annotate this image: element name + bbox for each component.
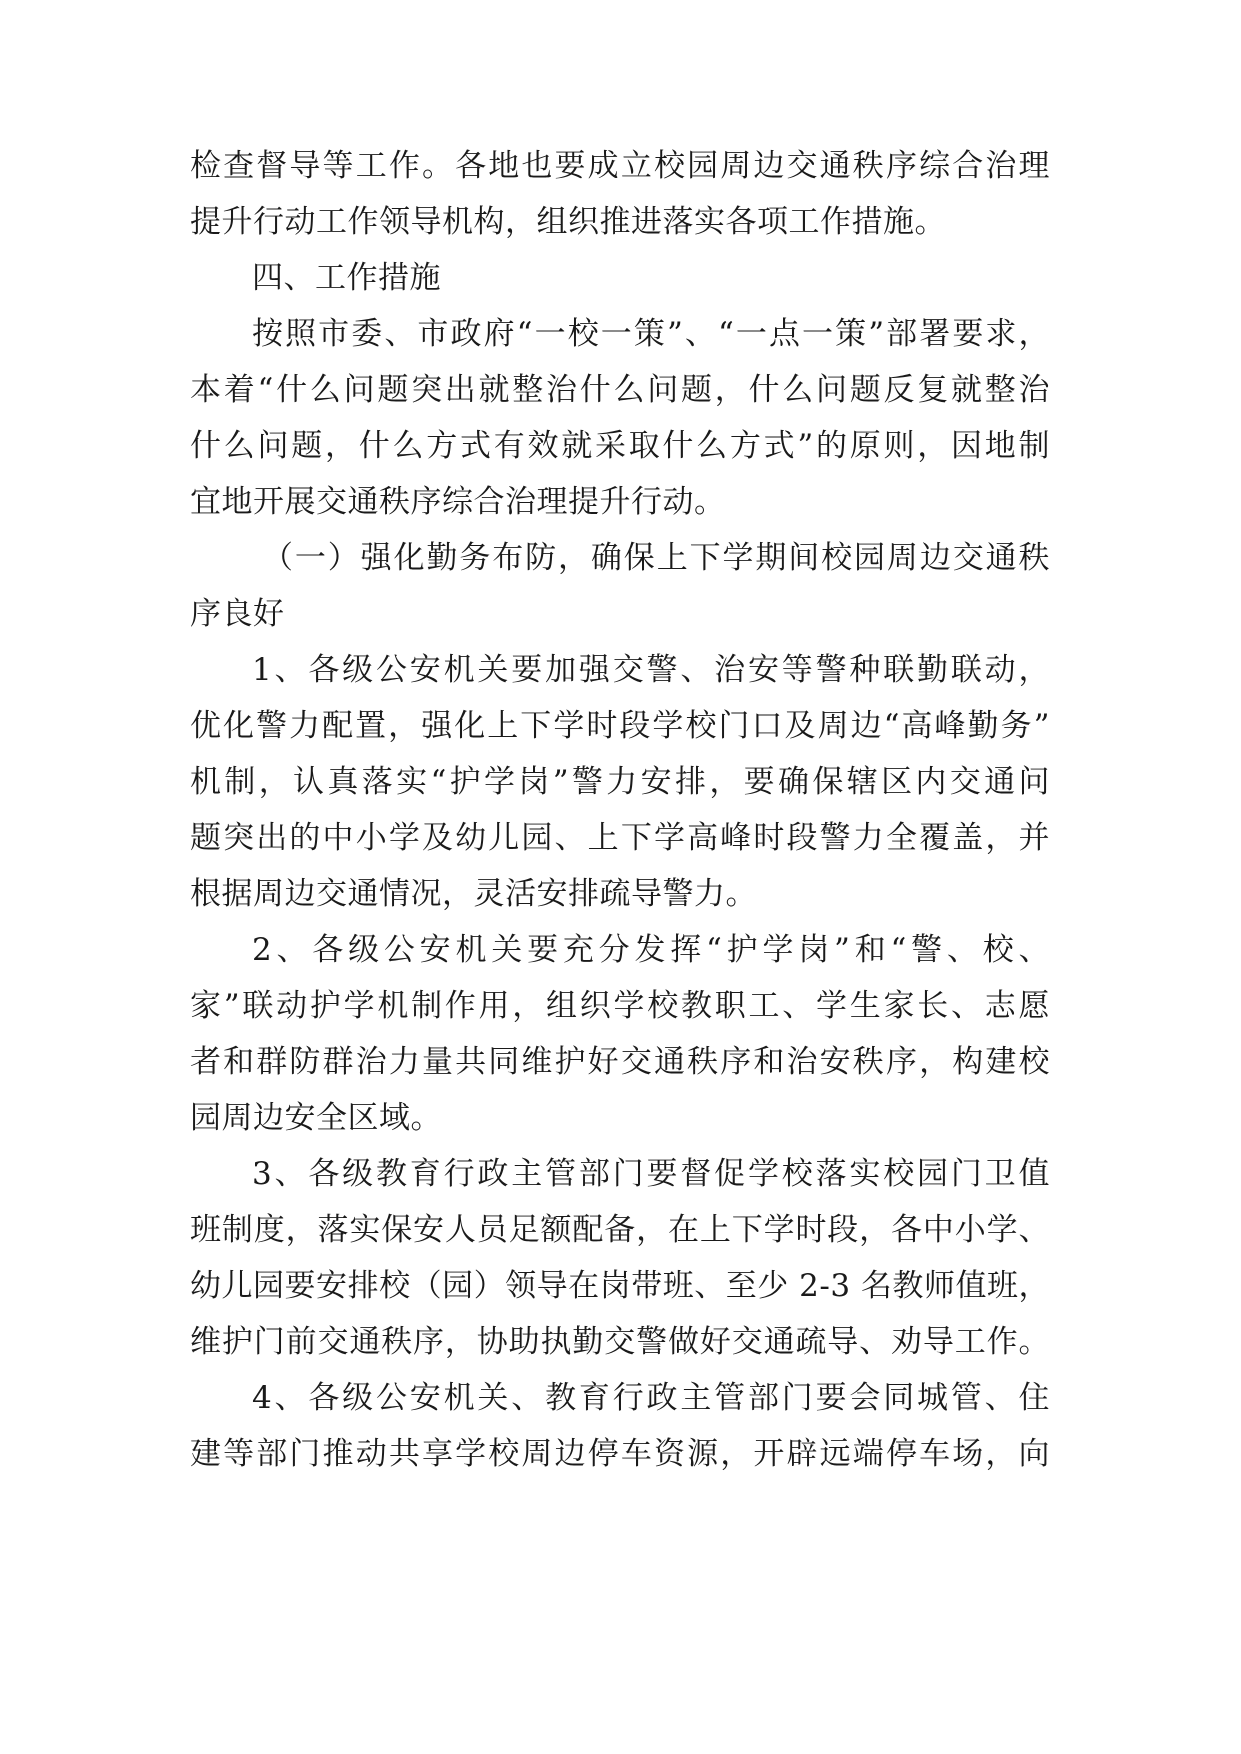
text-line: 园周边安全区域。 [190,1100,442,1136]
text-line: 3、各级教育行政主管部门要督促学校落实校园门卫值 [252,1156,1050,1192]
text-line: 班制度，落实保安人员足额配备，在上下学时段，各中小学、 [190,1212,1050,1248]
text-line: 幼儿园要安排校（园）领导在岗带班、至少 2-3 名教师值班， [190,1268,1050,1304]
text-line: 者和群防群治力量共同维护好交通秩序和治安秩序，构建校 [190,1044,1050,1080]
text-line: 检查督导等工作。各地也要成立校园周边交通秩序综合治理 [190,148,1050,184]
text-line: 根据周边交通情况，灵活安排疏导警力。 [190,876,757,912]
text-line: 本着“什么问题突出就整治什么问题，什么问题反复就整治 [190,372,1050,408]
text-line: 按照市委、市政府“一校一策”、“一点一策”部署要求， [252,316,1050,352]
text-line: 2、各级公安机关要充分发挥“护学岗”和“警、校、 [252,932,1050,968]
subsection-heading: （一）强化勤务布防，确保上下学期间校园周边交通秩 [262,540,1050,576]
text-line: 优化警力配置，强化上下学时段学校门口及周边“高峰勤务” [190,708,1050,744]
text-line: 4、各级公安机关、教育行政主管部门要会同城管、住 [252,1380,1050,1416]
section-heading: 四、工作措施 [252,260,441,296]
text-line: 1、各级公安机关要加强交警、治安等警种联勤联动， [252,652,1050,688]
text-line: 机制，认真落实“护学岗”警力安排，要确保辖区内交通问 [190,764,1050,800]
text-line: 建等部门推动共享学校周边停车资源，开辟远端停车场，向 [190,1436,1050,1472]
text-line: 什么问题，什么方式有效就采取什么方式”的原则，因地制 [190,428,1050,464]
text-line: 维护门前交通秩序，协助执勤交警做好交通疏导、劝导工作。 [190,1324,1050,1360]
text-line: 家”联动护学机制作用，组织学校教职工、学生家长、志愿 [190,988,1050,1024]
text-line: 题突出的中小学及幼儿园、上下学高峰时段警力全覆盖，并 [190,820,1050,856]
text-line: 宜地开展交通秩序综合治理提升行动。 [190,484,726,520]
text-line: 提升行动工作领导机构，组织推进落实各项工作措施。 [190,204,946,240]
subsection-heading-cont: 序良好 [190,596,285,632]
